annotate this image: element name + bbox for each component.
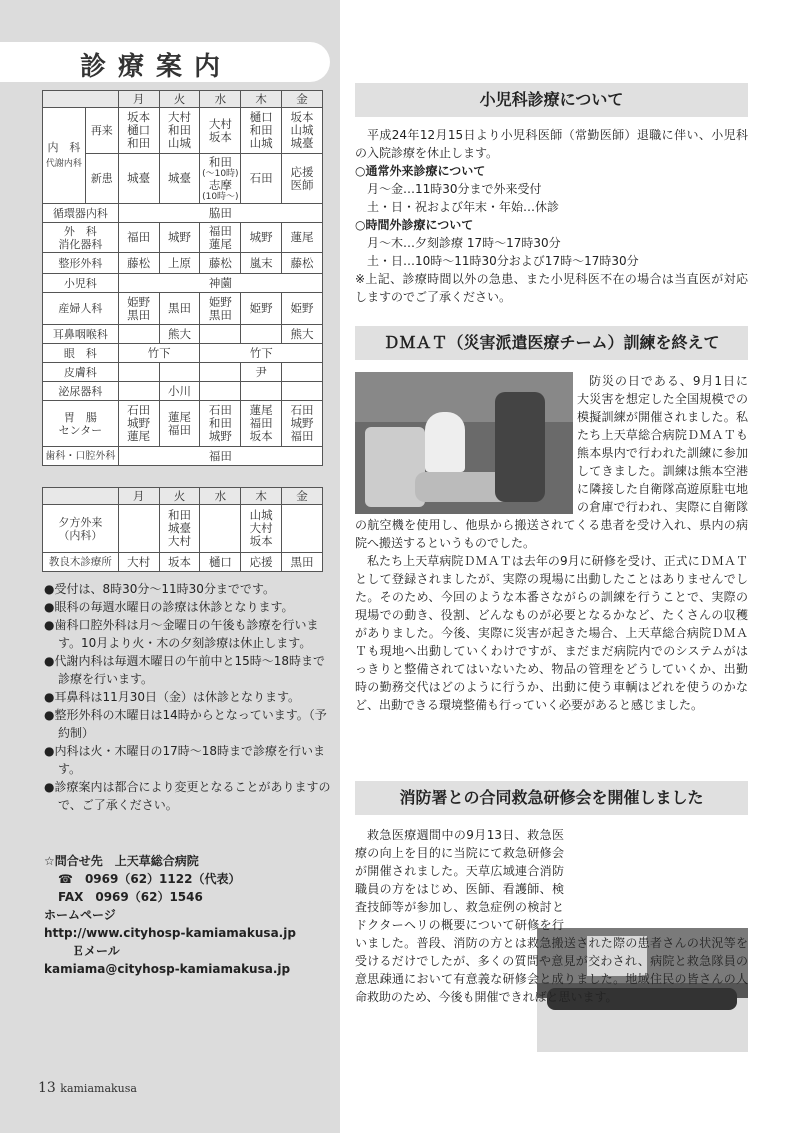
homepage-label: ホームページ — [44, 908, 116, 922]
shinkan-wed-d: (10時～) — [202, 191, 239, 202]
dmat-paragraph-1: 防災の日である、9月1日に大災害を想定した全国規模での模擬訓練が開催されました。私たち上天草総合病院ＤＭＡＴも熊本県内で行われた訓練に参加してきました。訓練は熊本空港に隣接した自衛隊高遊原駐屯地の倉庫で行われ、実際に自衛隊の航空機を使用し、他県から搬送されてくる患者を受け入れ、県内の病院へ搬送するというものでした。 — [355, 374, 748, 550]
shinkan-label: 新患 — [85, 154, 118, 204]
geka-cell: 城野 — [159, 223, 200, 253]
junkanki-label: 循環器内科 — [43, 204, 119, 223]
page-name: kamiamakusa — [60, 1082, 137, 1095]
seikei-cell: 藤松 — [200, 253, 241, 274]
note-item: ●診療案内は都合により変更となることがありますので、ご了承ください。 — [44, 780, 331, 812]
section-heading-pediatrics: 小児科診療について — [355, 83, 748, 117]
homepage-link[interactable]: http://www.cityhosp-kamiamakusa.jp — [44, 926, 296, 940]
kyoura-cell: 樋口 — [200, 553, 241, 572]
geka-cell: 蓮尾 — [282, 223, 323, 253]
note-item: ●受付は、8時30分～11時30分までです。 — [44, 582, 275, 596]
contact-fax: FAX 0969（62）1546 — [58, 890, 203, 904]
note-item: ●眼科の毎週水曜日の診療は休診となります。 — [44, 600, 294, 614]
shinkan-wed-c: 志摩 — [208, 177, 232, 192]
email-label: Ｅメール — [72, 944, 120, 958]
hinyo-cell — [282, 382, 323, 401]
naika-label-cell — [43, 108, 86, 204]
clinic-schedule-table — [42, 90, 323, 466]
ganka-cell: 竹下 — [200, 344, 323, 363]
sanfujin-cell: 姫野 黒田 — [118, 293, 159, 325]
yugata-cell: 山城 大村 坂本 — [241, 505, 282, 553]
page-footer — [38, 1080, 137, 1096]
hifu-cell — [282, 363, 323, 382]
pediatrics-intro: 平成24年12月15日より小児科医師（常勤医師）退職に伴い、小児科の入院診療を休止します。 — [355, 128, 748, 160]
header-day: 月 — [118, 488, 159, 505]
pediatrics-note: ※上記、診療時間以外の急患、また小児科医不在の場合は当直医が対応しますのでご了承ください。 — [355, 272, 748, 304]
seikei-cell: 嵐末 — [241, 253, 282, 274]
ichou-cell: 蓮尾 福田 — [159, 401, 200, 447]
shinkan-cell: 城臺 — [159, 154, 200, 204]
kyoura-label: 教良木診療所 — [43, 553, 119, 572]
header-day: 木 — [241, 91, 282, 108]
yugata-cell: 和田 城臺 大村 — [159, 505, 200, 553]
after-hours-line: 土・日…10時～11時30分および17時～17時30分 — [367, 254, 639, 268]
photo-float-spacer — [564, 826, 748, 930]
saikan-cell: 坂本 樋口 和田 — [118, 108, 159, 154]
geka-cell: 城野 — [241, 223, 282, 253]
hifu-cell — [159, 363, 200, 382]
section-heading-fire-joint-training: 消防署との合同救急研修会を開催しました — [355, 781, 748, 815]
jibi-cell — [118, 325, 159, 344]
shinkan-cell: 石田 — [241, 154, 282, 204]
note-item: ●代謝内科は毎週木曜日の午前中と15時～18時まで診療を行います。 — [44, 654, 326, 686]
schedule-title: 診療案内 — [80, 52, 233, 82]
contact-heading: ☆問合せ先 上天草総合病院 — [44, 854, 199, 868]
yugata-cell — [282, 505, 323, 553]
naika-label: 内 科 — [47, 140, 81, 154]
yugata-label: 夕方外来 （内科） — [43, 505, 119, 553]
shika-cell: 福田 — [118, 447, 322, 466]
after-hours-line: 月～木…夕刻診療 17時～17時30分 — [367, 236, 561, 250]
shoni-label: 小児科 — [43, 274, 119, 293]
section-heading-dmat: ＤＭＡＴ（災害派遣医療チーム）訓練を終えて — [355, 326, 748, 360]
header-day: 月 — [118, 91, 159, 108]
kyoura-cell: 黒田 — [282, 553, 323, 572]
shoni-cell: 神薗 — [118, 274, 322, 293]
yugata-cell — [200, 505, 241, 553]
header-day: 火 — [159, 91, 200, 108]
ichou-label: 胃 腸 センター — [43, 401, 119, 447]
header-day: 水 — [200, 488, 241, 505]
normal-hours-line: 土・日・祝および年末・年始…休診 — [367, 200, 560, 214]
shinkan-cell: 城臺 — [118, 154, 159, 204]
ichou-cell: 石田 城野 福田 — [282, 401, 323, 447]
schedule-title-tab — [0, 42, 330, 82]
dmat-paragraph-2: 私たち上天草病院ＤＭＡＴは去年の9月に研修を受け、正式にＤＭＡＴとして登録されましたが、実際の現場に出動したことはありませんでした。そのため、今回のような本番さながらの訓練を行うことで、実際の現場での動き、役割、どんなものが必要となるかなど、たくさんの収穫がありました。今後、実際に災害が起きた場合、上天草総合病院ＤＭＡＴも現地へ出動していくわけですが、まだまだ病院内でのシステムがはっきりと整備されてはいないため、物品の管理をどうしていくか、出勤時の勤務交代はどのように行うか、出動に使う車輌はどれを使うのかなど、出動できる環境整備も行っていく必要があると感じました。 — [355, 554, 748, 712]
saikan-cell: 樋口 和田 山城 — [241, 108, 282, 154]
shinkan-wed-b: (～10時) — [202, 168, 239, 179]
header-blank — [43, 488, 119, 505]
geka-cell: 福田 — [118, 223, 159, 253]
sanfujin-cell: 黒田 — [159, 293, 200, 325]
hinyo-cell — [241, 382, 282, 401]
header-day: 金 — [282, 488, 323, 505]
saikan-cell: 大村 和田 山城 — [159, 108, 200, 154]
dmat-body — [355, 372, 748, 714]
after-hours-heading: ○時間外診療について — [355, 218, 474, 232]
joint-training-body — [355, 826, 748, 1006]
seikei-cell: 藤松 — [282, 253, 323, 274]
hifu-cell — [118, 363, 159, 382]
notes-list — [44, 580, 334, 814]
hinyo-cell — [200, 382, 241, 401]
normal-hours-heading: ○通常外来診療について — [355, 164, 486, 178]
jibi-label: 耳鼻咽喉科 — [43, 325, 119, 344]
junkanki-cell: 脇田 — [118, 204, 322, 223]
photo-float-spacer — [355, 372, 577, 516]
jibi-cell — [200, 325, 241, 344]
header-day: 火 — [159, 488, 200, 505]
pediatrics-body — [355, 126, 748, 306]
header-day: 木 — [241, 488, 282, 505]
joint-training-paragraph: 救急医療週間中の9月13日、救急医療の向上を目的に当院にて救急研修会が開催されました。天草広域連合消防職員の方をはじめ、医師、看護師、検査技師等が参加し、救急症例の検討とドクターヘリの概要について研修を行いました。普段、消防の方とは救急搬送された際の患者さんの状況等を受けるだけでしたが、多くの質問や意見が交わされ、病院と救急隊員の意思疎通において有意義な研修会と成りました。地域住民の皆さんの人命救助のため、今後も開催できればと思います。 — [355, 828, 748, 1004]
header-day: 金 — [282, 91, 323, 108]
jibi-cell: 熊大 — [159, 325, 200, 344]
saikan-cell: 坂本 山城 城臺 — [282, 108, 323, 154]
email-link[interactable]: kamiama@cityhosp-kamiamakusa.jp — [44, 962, 291, 976]
note-item: ●耳鼻科は11月30日（金）は休診となります。 — [44, 690, 301, 704]
ichou-cell: 石田 城野 蓮尾 — [118, 401, 159, 447]
contact-block — [44, 852, 336, 978]
sanfujin-cell: 姫野 — [282, 293, 323, 325]
normal-hours-line: 月～金…11時30分まで外来受付 — [367, 182, 542, 196]
note-item: ●整形外科の木曜日は14時からとなっています。（予約制） — [44, 708, 327, 740]
seikei-cell: 藤松 — [118, 253, 159, 274]
jibi-cell — [241, 325, 282, 344]
seikei-label: 整形外科 — [43, 253, 119, 274]
hinyo-cell — [118, 382, 159, 401]
note-item: ●内科は火・木曜日の17時～18時まで診療を行います。 — [44, 744, 326, 776]
hinyo-label: 泌尿器科 — [43, 382, 119, 401]
sanfujin-cell: 姫野 — [241, 293, 282, 325]
header-blank — [43, 91, 119, 108]
shinkan-cell: 応援 医師 — [282, 154, 323, 204]
jibi-cell: 熊大 — [282, 325, 323, 344]
kyoura-cell: 大村 — [118, 553, 159, 572]
ichou-cell: 石田 和田 城野 — [200, 401, 241, 447]
saikan-cell: 大村 坂本 — [200, 108, 241, 154]
contact-tel: ☎ 0969（62）1122（代表） — [58, 872, 241, 886]
kyoura-cell: 坂本 — [159, 553, 200, 572]
yugata-cell — [118, 505, 159, 553]
hifu-cell — [200, 363, 241, 382]
header-day: 水 — [200, 91, 241, 108]
saikan-label: 再来 — [85, 108, 118, 154]
page-number: 13 — [38, 1080, 56, 1096]
ganka-cell: 竹下 — [118, 344, 200, 363]
hifu-cell: 尹 — [241, 363, 282, 382]
seikei-cell: 上原 — [159, 253, 200, 274]
geka-cell: 福田 蓮尾 — [200, 223, 241, 253]
evening-schedule-table — [42, 487, 323, 572]
geka-label: 外 科 消化器科 — [43, 223, 119, 253]
ganka-label: 眼 科 — [43, 344, 119, 363]
sanfujin-label: 産婦人科 — [43, 293, 119, 325]
hinyo-cell: 小川 — [159, 382, 200, 401]
shika-label: 歯科・口腔外科 — [43, 447, 119, 466]
left-column — [0, 0, 340, 1133]
hifu-label: 皮膚科 — [43, 363, 119, 382]
kyoura-cell: 応援 — [241, 553, 282, 572]
taisha-label: 代謝内科 — [45, 158, 82, 169]
ichou-cell: 蓮尾 福田 坂本 — [241, 401, 282, 447]
sanfujin-cell: 姫野 黒田 — [200, 293, 241, 325]
shinkan-wed-cell — [200, 154, 241, 204]
shinkan-wed-a: 和田 — [208, 154, 232, 169]
note-item: ●歯科口腔外科は月～金曜日の午後も診療を行います。10月より火・木の夕刻診療は休止します。 — [44, 618, 319, 650]
